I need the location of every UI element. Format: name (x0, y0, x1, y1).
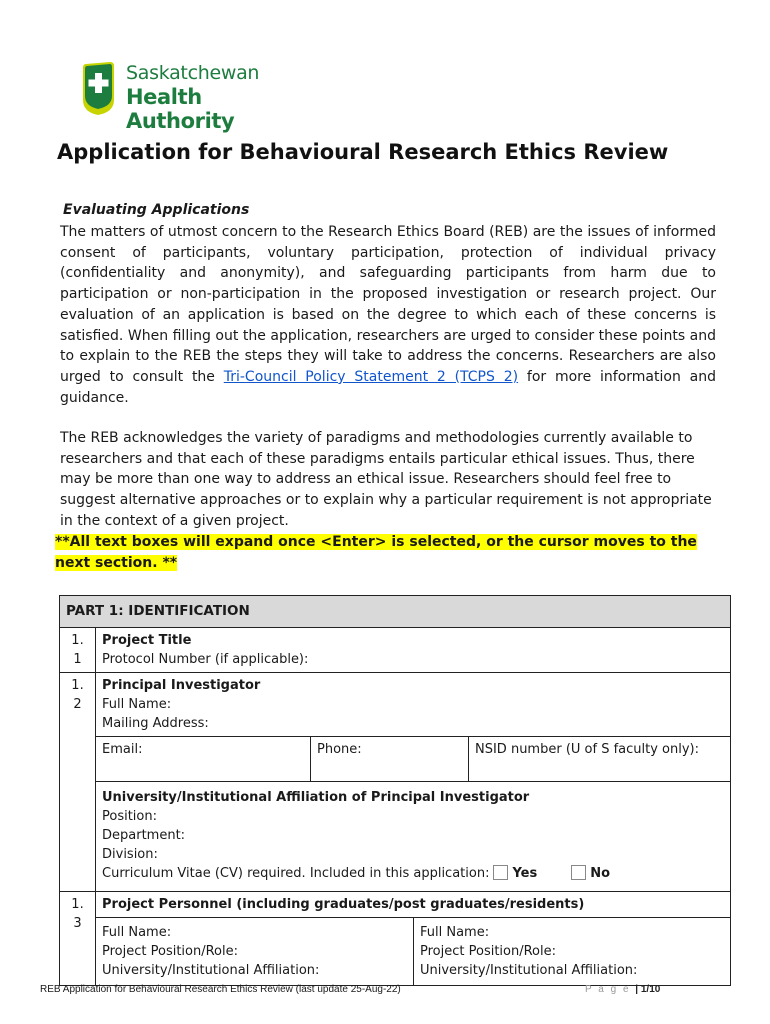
project-title-label: Project Title (102, 633, 192, 648)
personnel-entry[interactable] (96, 918, 414, 985)
section-heading: Evaluating Applications (63, 202, 250, 218)
pi-label: Principal Investigator (102, 678, 261, 693)
pi-full-name-label: Full Name: (102, 697, 172, 712)
cv-label: Curriculum Vitae (CV) required. Included in this application: (102, 866, 490, 881)
personnel-role-label: Project Position/Role: (102, 944, 238, 959)
personnel-affil-label: University/Institutional Affiliation: (420, 963, 638, 978)
project-title-field[interactable] (96, 628, 731, 673)
affiliation-label: University/Institutional Affiliation of Principal Investigator (102, 790, 530, 805)
page-title: Application for Behavioural Research Ethics Review (57, 140, 669, 164)
section-number: 1. 2 (60, 673, 96, 892)
division-label: Division: (102, 847, 158, 862)
pi-phone-field[interactable]: Phone: (311, 737, 469, 781)
personnel-affil-label: University/Institutional Affiliation: (102, 963, 320, 978)
intro-paragraph-2: The REB acknowledges the variety of paradigms and methodologies currently available to researchers and that each of these paradigms entails particular ethical issues. Thus, there may be more than one way to address an ethical issue. Researchers should feel free to suggest alternative approaches or to explain why a particular requirement is not appropriate in the context of a given project. (60, 430, 712, 529)
section-number: 1. 1 (60, 628, 96, 673)
pi-nsid-field[interactable]: NSID number (U of S faculty only): (475, 742, 700, 757)
principal-investigator-field[interactable] (96, 673, 731, 737)
section-number: 1. 3 (60, 892, 96, 986)
pi-affiliation-field[interactable] (96, 782, 731, 892)
personnel-entry[interactable] (414, 918, 731, 985)
project-personnel-label: Project Personnel (including graduates/post graduates/residents) (96, 892, 731, 918)
personnel-name-label: Full Name: (102, 925, 172, 940)
pi-mailing-label: Mailing Address: (102, 716, 209, 731)
personnel-name-label: Full Name: (420, 925, 490, 940)
part1-form (59, 595, 731, 986)
health-cross-icon (80, 60, 116, 116)
protocol-number-label: Protocol Number (if applicable): (102, 652, 309, 667)
personnel-role-label: Project Position/Role: (420, 944, 556, 959)
logo-line1: Saskatchewan (126, 62, 260, 84)
department-label: Department: (102, 828, 186, 843)
intro-text: The matters of utmost concern to the Research Ethics Board (REB) are the issues of informed consent of participants, voluntary participation, protection of individual privacy (confidentiality and anonymity), and safeguarding participants from harm due to participation or non-participation in the proposed investigation or research project. Our evaluation of an application is based on the degree to which each of these concerns is satisfied. When filling out the application, researchers are urged to consider these points and to explain to the REB the steps they will take to address the concerns. Researchers are also urged to consult the (60, 224, 716, 385)
pi-email-field[interactable]: Email: (96, 737, 311, 781)
sha-logo (80, 58, 310, 133)
cv-row (102, 864, 724, 883)
intro-text-end: for more information and guidance. (60, 368, 716, 406)
tcps2-link[interactable]: Tri-Council Policy Statement 2 (TCPS 2) (223, 368, 519, 385)
cv-yes-label: Yes (512, 866, 538, 881)
cv-no-checkbox[interactable] (571, 865, 586, 880)
cv-yes-checkbox[interactable] (493, 865, 508, 880)
part1-heading: PART 1: IDENTIFICATION (60, 596, 731, 628)
logo-line2: Health Authority (126, 85, 235, 133)
footer-doc-title: REB Application for Behavioural Research Ethics Review (last update 25-Aug-22) (40, 984, 401, 995)
intro-paragraph-1 (60, 222, 716, 408)
position-label: Position: (102, 809, 157, 824)
cv-no-label: No (590, 866, 611, 881)
highlight-note (55, 532, 720, 574)
page-number: P a g e | 1/10 (585, 984, 661, 995)
highlight-text: **All text boxes will expand once <Enter> is selected, or the cursor moves to the next section. ** (55, 534, 697, 571)
